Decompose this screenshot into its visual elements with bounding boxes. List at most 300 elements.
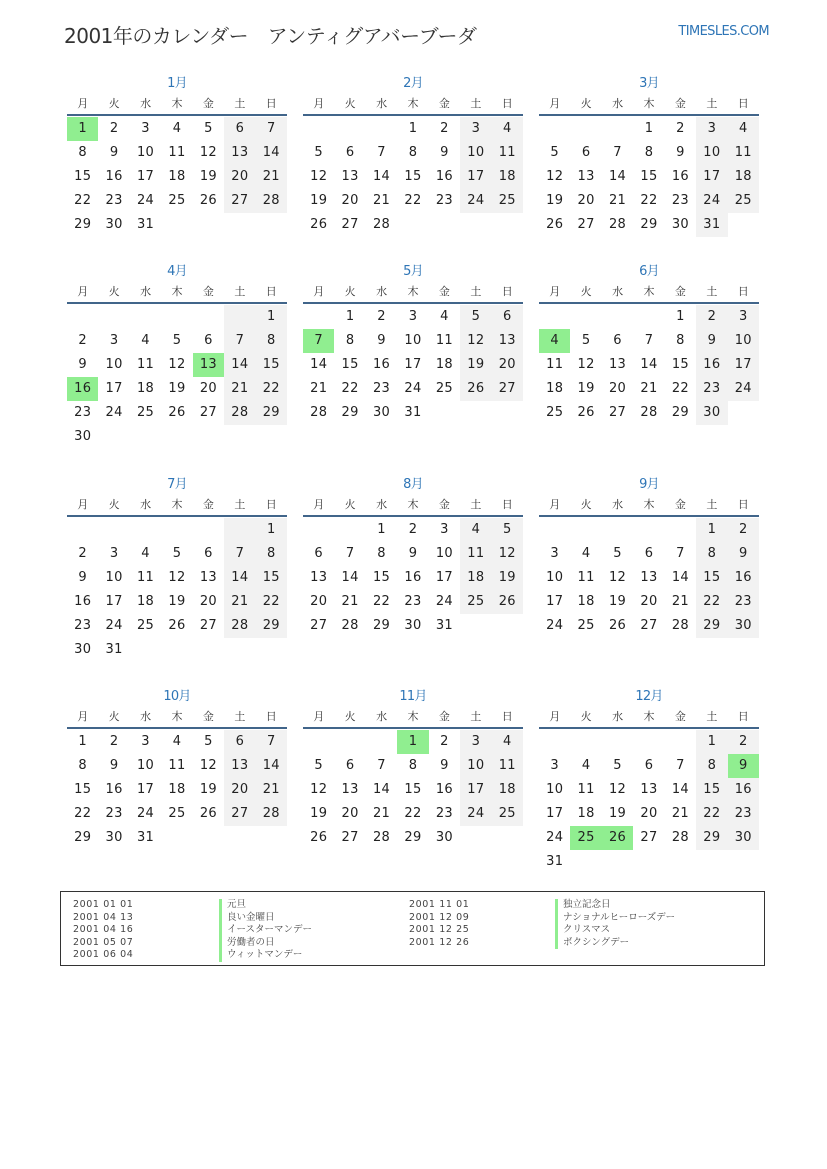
day-cell[interactable]: 21 <box>310 381 328 396</box>
day-cell[interactable]: 4 <box>581 546 591 561</box>
day-cell[interactable]: 1 <box>408 121 418 136</box>
day-cell[interactable]: 13 <box>199 570 217 585</box>
day-cell[interactable]: 28 <box>372 217 391 232</box>
day-cell[interactable]: 9 <box>728 542 759 566</box>
day-cell[interactable]: 5 <box>172 333 182 348</box>
day-cell[interactable]: 31 <box>136 217 155 232</box>
day-cell[interactable]: 13 <box>224 141 255 165</box>
day-cell[interactable]: 1 <box>676 309 685 324</box>
day-cell[interactable]: 2 <box>728 518 759 542</box>
day-cell[interactable]: 9 <box>676 145 685 160</box>
day-cell[interactable]: 30 <box>728 826 759 850</box>
day-cell[interactable]: 7 <box>224 542 255 566</box>
day-cell[interactable]: 18 <box>492 165 523 189</box>
day-cell[interactable]: 27 <box>224 802 255 826</box>
day-cell[interactable]: 1 <box>78 734 87 749</box>
day-cell[interactable]: 15 <box>256 566 287 590</box>
day-cell[interactable]: 6 <box>204 333 213 348</box>
day-cell[interactable]: 5 <box>613 758 622 773</box>
day-cell[interactable]: 15 <box>696 566 727 590</box>
day-cell[interactable]: 17 <box>435 570 453 585</box>
day-cell[interactable]: 15 <box>256 353 287 377</box>
day-cell[interactable]: 16 <box>105 782 123 797</box>
day-cell[interactable]: 9 <box>377 333 386 348</box>
day-cell[interactable]: 5 <box>314 145 323 160</box>
day-cell[interactable]: 6 <box>644 546 654 561</box>
day-cell[interactable]: 14 <box>256 754 287 778</box>
day-cell[interactable]: 10 <box>404 333 422 348</box>
day-cell[interactable]: 10 <box>105 570 123 585</box>
day-cell[interactable]: 11 <box>460 542 491 566</box>
day-cell[interactable]: 17 <box>136 782 155 797</box>
day-cell[interactable]: 21 <box>640 381 658 396</box>
day-cell[interactable]: 30 <box>372 405 391 420</box>
day-cell[interactable]: 31 <box>546 854 564 869</box>
day-cell[interactable]: 26 <box>168 405 186 420</box>
day-cell[interactable]: 15 <box>404 169 422 184</box>
day-cell[interactable]: 9 <box>78 357 87 372</box>
day-cell[interactable]: 29 <box>696 826 727 850</box>
day-cell[interactable]: 27 <box>199 618 217 633</box>
day-cell[interactable]: 25 <box>546 405 564 420</box>
day-cell[interactable]: 28 <box>671 830 689 845</box>
day-cell[interactable]: 8 <box>676 333 685 348</box>
day-cell[interactable]: 12 <box>310 782 328 797</box>
day-cell[interactable]: 30 <box>435 830 453 845</box>
day-cell[interactable]: 28 <box>640 405 658 420</box>
day-cell[interactable]: 30 <box>404 618 422 633</box>
day-cell[interactable]: 7 <box>345 546 355 561</box>
day-cell[interactable]: 20 <box>577 193 595 208</box>
day-cell[interactable]: 19 <box>608 806 627 821</box>
day-cell[interactable]: 17 <box>105 381 123 396</box>
day-cell[interactable]: 28 <box>256 802 287 826</box>
day-cell[interactable]: 20 <box>341 193 359 208</box>
day-cell[interactable]: 15 <box>404 782 422 797</box>
day-cell[interactable]: 25 <box>136 618 155 633</box>
day-cell[interactable]: 10 <box>435 546 453 561</box>
day-cell[interactable]: 7 <box>256 117 287 141</box>
day-cell[interactable]: 21 <box>372 806 391 821</box>
day-cell[interactable]: 1 <box>345 309 355 324</box>
day-cell[interactable]: 14 <box>372 782 391 797</box>
day-cell[interactable]: 2 <box>408 522 418 537</box>
day-cell[interactable]: 17 <box>460 778 491 802</box>
day-cell[interactable]: 18 <box>435 357 453 372</box>
day-cell[interactable]: 11 <box>168 758 186 773</box>
day-cell[interactable]: 14 <box>671 782 689 797</box>
day-cell[interactable]: 13 <box>224 754 255 778</box>
day-cell[interactable]: 26 <box>199 806 217 821</box>
day-cell[interactable]: 23 <box>671 193 689 208</box>
day-cell[interactable]: 14 <box>341 570 359 585</box>
day-cell[interactable]: 26 <box>608 618 627 633</box>
day-cell[interactable]: 16 <box>671 169 689 184</box>
day-cell[interactable]: 8 <box>644 145 654 160</box>
day-cell[interactable]: 18 <box>168 782 186 797</box>
day-cell[interactable]: 10 <box>136 758 155 773</box>
day-cell[interactable]: 13 <box>640 570 658 585</box>
day-cell[interactable]: 17 <box>136 169 155 184</box>
day-cell[interactable]: 11 <box>546 357 564 372</box>
day-cell[interactable]: 25 <box>492 802 523 826</box>
day-cell[interactable]: 1 <box>696 730 727 754</box>
day-cell[interactable]: 6 <box>492 305 523 329</box>
day-cell[interactable]: 19 <box>608 594 627 609</box>
day-cell[interactable]: 10 <box>696 141 727 165</box>
day-cell[interactable]: 4 <box>440 309 449 324</box>
day-cell[interactable]: 30 <box>74 642 92 657</box>
day-cell[interactable]: 21 <box>671 594 689 609</box>
day-cell[interactable]: 31 <box>136 830 155 845</box>
holiday-day-cell[interactable]: 26 <box>602 826 633 850</box>
day-cell[interactable]: 19 <box>492 566 523 590</box>
day-cell[interactable]: 6 <box>581 145 591 160</box>
day-cell[interactable]: 16 <box>435 169 453 184</box>
day-cell[interactable]: 14 <box>224 566 255 590</box>
day-cell[interactable]: 5 <box>460 305 491 329</box>
day-cell[interactable]: 1 <box>377 522 386 537</box>
day-cell[interactable]: 3 <box>141 734 150 749</box>
day-cell[interactable]: 22 <box>404 193 422 208</box>
day-cell[interactable]: 29 <box>372 618 391 633</box>
day-cell[interactable]: 29 <box>74 217 92 232</box>
day-cell[interactable]: 15 <box>74 782 92 797</box>
day-cell[interactable]: 5 <box>172 546 182 561</box>
day-cell[interactable]: 10 <box>546 782 564 797</box>
day-cell[interactable]: 10 <box>546 570 564 585</box>
day-cell[interactable]: 29 <box>696 614 727 638</box>
day-cell[interactable]: 13 <box>608 357 627 372</box>
day-cell[interactable]: 7 <box>377 758 386 773</box>
day-cell[interactable]: 8 <box>256 329 287 353</box>
day-cell[interactable]: 21 <box>224 377 255 401</box>
day-cell[interactable]: 25 <box>136 405 155 420</box>
day-cell[interactable]: 8 <box>696 754 727 778</box>
day-cell[interactable]: 31 <box>105 642 123 657</box>
day-cell[interactable]: 3 <box>728 305 759 329</box>
day-cell[interactable]: 24 <box>404 381 422 396</box>
day-cell[interactable]: 26 <box>460 377 491 401</box>
day-cell[interactable]: 6 <box>204 546 213 561</box>
day-cell[interactable]: 31 <box>696 213 727 237</box>
day-cell[interactable]: 21 <box>608 193 627 208</box>
day-cell[interactable]: 29 <box>671 405 689 420</box>
day-cell[interactable]: 12 <box>577 357 595 372</box>
day-cell[interactable]: 12 <box>546 169 564 184</box>
day-cell[interactable]: 9 <box>440 145 449 160</box>
day-cell[interactable]: 3 <box>460 730 491 754</box>
day-cell[interactable]: 5 <box>581 333 591 348</box>
day-cell[interactable]: 7 <box>256 730 287 754</box>
day-cell[interactable]: 4 <box>728 117 759 141</box>
day-cell[interactable]: 1 <box>644 121 654 136</box>
day-cell[interactable]: 31 <box>404 405 422 420</box>
day-cell[interactable]: 21 <box>256 778 287 802</box>
day-cell[interactable]: 29 <box>341 405 359 420</box>
day-cell[interactable]: 27 <box>492 377 523 401</box>
day-cell[interactable]: 15 <box>74 169 92 184</box>
holiday-day-cell[interactable]: 16 <box>67 377 98 401</box>
day-cell[interactable]: 6 <box>345 758 355 773</box>
day-cell[interactable]: 14 <box>372 169 391 184</box>
day-cell[interactable]: 18 <box>168 169 186 184</box>
day-cell[interactable]: 16 <box>74 594 92 609</box>
day-cell[interactable]: 22 <box>74 193 92 208</box>
day-cell[interactable]: 9 <box>440 758 449 773</box>
holiday-day-cell[interactable]: 7 <box>303 329 334 353</box>
day-cell[interactable]: 28 <box>224 614 255 638</box>
holiday-day-cell[interactable]: 1 <box>67 117 98 141</box>
day-cell[interactable]: 19 <box>577 381 595 396</box>
day-cell[interactable]: 4 <box>172 121 182 136</box>
day-cell[interactable]: 11 <box>728 141 759 165</box>
day-cell[interactable]: 27 <box>310 618 328 633</box>
brand-link[interactable]: TIMESLES.COM <box>678 24 769 39</box>
day-cell[interactable]: 12 <box>199 145 217 160</box>
day-cell[interactable]: 16 <box>105 169 123 184</box>
day-cell[interactable]: 28 <box>372 830 391 845</box>
day-cell[interactable]: 27 <box>224 189 255 213</box>
day-cell[interactable]: 16 <box>372 357 391 372</box>
day-cell[interactable]: 11 <box>136 357 155 372</box>
day-cell[interactable]: 5 <box>204 734 213 749</box>
day-cell[interactable]: 14 <box>671 570 689 585</box>
day-cell[interactable]: 11 <box>435 333 453 348</box>
day-cell[interactable]: 24 <box>460 802 491 826</box>
day-cell[interactable]: 17 <box>696 165 727 189</box>
day-cell[interactable]: 11 <box>136 570 155 585</box>
day-cell[interactable]: 9 <box>78 570 87 585</box>
day-cell[interactable]: 7 <box>224 329 255 353</box>
day-cell[interactable]: 16 <box>404 570 422 585</box>
day-cell[interactable]: 23 <box>728 802 759 826</box>
day-cell[interactable]: 4 <box>141 546 150 561</box>
day-cell[interactable]: 19 <box>310 193 328 208</box>
day-cell[interactable]: 9 <box>408 546 418 561</box>
day-cell[interactable]: 8 <box>345 333 355 348</box>
day-cell[interactable]: 2 <box>440 734 449 749</box>
day-cell[interactable]: 14 <box>256 141 287 165</box>
day-cell[interactable]: 8 <box>78 758 87 773</box>
day-cell[interactable]: 30 <box>696 401 727 425</box>
day-cell[interactable]: 20 <box>341 806 359 821</box>
day-cell[interactable]: 22 <box>671 381 689 396</box>
day-cell[interactable]: 20 <box>199 594 217 609</box>
day-cell[interactable]: 23 <box>105 193 123 208</box>
day-cell[interactable]: 10 <box>105 357 123 372</box>
day-cell[interactable]: 18 <box>136 381 155 396</box>
day-cell[interactable]: 4 <box>581 758 591 773</box>
day-cell[interactable]: 16 <box>728 778 759 802</box>
day-cell[interactable]: 11 <box>168 145 186 160</box>
day-cell[interactable]: 17 <box>546 806 564 821</box>
day-cell[interactable]: 22 <box>256 590 287 614</box>
day-cell[interactable]: 20 <box>640 806 658 821</box>
holiday-day-cell[interactable]: 1 <box>397 730 428 754</box>
day-cell[interactable]: 26 <box>492 590 523 614</box>
day-cell[interactable]: 25 <box>168 806 186 821</box>
day-cell[interactable]: 24 <box>136 193 155 208</box>
day-cell[interactable]: 3 <box>550 546 559 561</box>
day-cell[interactable]: 5 <box>492 518 523 542</box>
day-cell[interactable]: 19 <box>546 193 564 208</box>
day-cell[interactable]: 12 <box>608 782 627 797</box>
day-cell[interactable]: 5 <box>550 145 559 160</box>
holiday-day-cell[interactable]: 9 <box>728 754 759 778</box>
day-cell[interactable]: 23 <box>728 590 759 614</box>
day-cell[interactable]: 29 <box>74 830 92 845</box>
day-cell[interactable]: 3 <box>460 117 491 141</box>
day-cell[interactable]: 15 <box>341 357 359 372</box>
day-cell[interactable]: 22 <box>696 590 727 614</box>
day-cell[interactable]: 29 <box>404 830 422 845</box>
day-cell[interactable]: 22 <box>696 802 727 826</box>
day-cell[interactable]: 29 <box>640 217 658 232</box>
holiday-day-cell[interactable]: 4 <box>539 329 570 353</box>
day-cell[interactable]: 23 <box>372 381 391 396</box>
day-cell[interactable]: 23 <box>435 806 453 821</box>
day-cell[interactable]: 19 <box>199 782 217 797</box>
day-cell[interactable]: 12 <box>460 329 491 353</box>
day-cell[interactable]: 28 <box>671 618 689 633</box>
day-cell[interactable]: 6 <box>224 730 255 754</box>
day-cell[interactable]: 5 <box>314 758 323 773</box>
day-cell[interactable]: 6 <box>613 333 622 348</box>
day-cell[interactable]: 16 <box>435 782 453 797</box>
day-cell[interactable]: 22 <box>372 594 391 609</box>
day-cell[interactable]: 31 <box>435 618 453 633</box>
day-cell[interactable]: 11 <box>492 754 523 778</box>
day-cell[interactable]: 4 <box>492 117 523 141</box>
day-cell[interactable]: 2 <box>440 121 449 136</box>
day-cell[interactable]: 23 <box>74 405 92 420</box>
day-cell[interactable]: 24 <box>105 405 123 420</box>
day-cell[interactable]: 24 <box>546 830 564 845</box>
day-cell[interactable]: 2 <box>78 333 87 348</box>
day-cell[interactable]: 30 <box>671 217 689 232</box>
day-cell[interactable]: 18 <box>492 778 523 802</box>
day-cell[interactable]: 27 <box>199 405 217 420</box>
day-cell[interactable]: 21 <box>671 806 689 821</box>
day-cell[interactable]: 2 <box>676 121 685 136</box>
day-cell[interactable]: 19 <box>199 169 217 184</box>
day-cell[interactable]: 28 <box>341 618 359 633</box>
day-cell[interactable]: 22 <box>341 381 359 396</box>
day-cell[interactable]: 25 <box>492 189 523 213</box>
day-cell[interactable]: 30 <box>728 614 759 638</box>
day-cell[interactable]: 27 <box>341 217 359 232</box>
day-cell[interactable]: 7 <box>676 546 685 561</box>
day-cell[interactable]: 17 <box>460 165 491 189</box>
day-cell[interactable]: 2 <box>78 546 87 561</box>
day-cell[interactable]: 3 <box>109 333 119 348</box>
day-cell[interactable]: 25 <box>728 189 759 213</box>
day-cell[interactable]: 6 <box>345 145 355 160</box>
day-cell[interactable]: 13 <box>310 570 328 585</box>
day-cell[interactable]: 22 <box>74 806 92 821</box>
day-cell[interactable]: 8 <box>408 758 418 773</box>
day-cell[interactable]: 24 <box>546 618 564 633</box>
day-cell[interactable]: 20 <box>640 594 658 609</box>
day-cell[interactable]: 15 <box>696 778 727 802</box>
holiday-day-cell[interactable]: 25 <box>570 826 601 850</box>
day-cell[interactable]: 26 <box>577 405 595 420</box>
day-cell[interactable]: 17 <box>105 594 123 609</box>
day-cell[interactable]: 4 <box>141 333 150 348</box>
day-cell[interactable]: 24 <box>696 189 727 213</box>
day-cell[interactable]: 1 <box>696 518 727 542</box>
day-cell[interactable]: 24 <box>105 618 123 633</box>
day-cell[interactable]: 26 <box>310 217 328 232</box>
day-cell[interactable]: 10 <box>460 754 491 778</box>
day-cell[interactable]: 20 <box>224 165 255 189</box>
day-cell[interactable]: 23 <box>404 594 422 609</box>
day-cell[interactable]: 12 <box>608 570 627 585</box>
day-cell[interactable]: 27 <box>608 405 627 420</box>
day-cell[interactable]: 8 <box>377 546 386 561</box>
day-cell[interactable]: 9 <box>109 145 119 160</box>
day-cell[interactable]: 22 <box>256 377 287 401</box>
day-cell[interactable]: 9 <box>109 758 119 773</box>
day-cell[interactable]: 22 <box>404 806 422 821</box>
day-cell[interactable]: 11 <box>577 782 595 797</box>
day-cell[interactable]: 27 <box>577 217 595 232</box>
day-cell[interactable]: 15 <box>640 169 658 184</box>
day-cell[interactable]: 18 <box>728 165 759 189</box>
day-cell[interactable]: 4 <box>492 730 523 754</box>
day-cell[interactable]: 2 <box>377 309 386 324</box>
day-cell[interactable]: 10 <box>460 141 491 165</box>
day-cell[interactable]: 21 <box>256 165 287 189</box>
day-cell[interactable]: 15 <box>372 570 391 585</box>
day-cell[interactable]: 8 <box>256 542 287 566</box>
day-cell[interactable]: 29 <box>256 614 287 638</box>
day-cell[interactable]: 7 <box>613 145 622 160</box>
day-cell[interactable]: 28 <box>224 401 255 425</box>
day-cell[interactable]: 5 <box>204 121 213 136</box>
day-cell[interactable]: 3 <box>440 522 449 537</box>
day-cell[interactable]: 27 <box>341 830 359 845</box>
day-cell[interactable]: 20 <box>224 778 255 802</box>
day-cell[interactable]: 25 <box>435 381 453 396</box>
day-cell[interactable]: 29 <box>256 401 287 425</box>
day-cell[interactable]: 11 <box>492 141 523 165</box>
day-cell[interactable]: 16 <box>696 353 727 377</box>
day-cell[interactable]: 3 <box>550 758 559 773</box>
day-cell[interactable]: 25 <box>168 193 186 208</box>
day-cell[interactable]: 30 <box>105 830 123 845</box>
day-cell[interactable]: 12 <box>199 758 217 773</box>
day-cell[interactable]: 22 <box>640 193 658 208</box>
day-cell[interactable]: 20 <box>492 353 523 377</box>
day-cell[interactable]: 26 <box>310 830 328 845</box>
day-cell[interactable]: 23 <box>696 377 727 401</box>
day-cell[interactable]: 10 <box>136 145 155 160</box>
day-cell[interactable]: 18 <box>460 566 491 590</box>
day-cell[interactable]: 26 <box>168 618 186 633</box>
day-cell[interactable]: 13 <box>640 782 658 797</box>
day-cell[interactable]: 2 <box>109 121 119 136</box>
day-cell[interactable]: 3 <box>408 309 418 324</box>
day-cell[interactable]: 17 <box>546 594 564 609</box>
day-cell[interactable]: 8 <box>696 542 727 566</box>
day-cell[interactable]: 30 <box>105 217 123 232</box>
day-cell[interactable]: 24 <box>435 594 453 609</box>
day-cell[interactable]: 15 <box>671 357 689 372</box>
day-cell[interactable]: 28 <box>608 217 627 232</box>
day-cell[interactable]: 19 <box>310 806 328 821</box>
